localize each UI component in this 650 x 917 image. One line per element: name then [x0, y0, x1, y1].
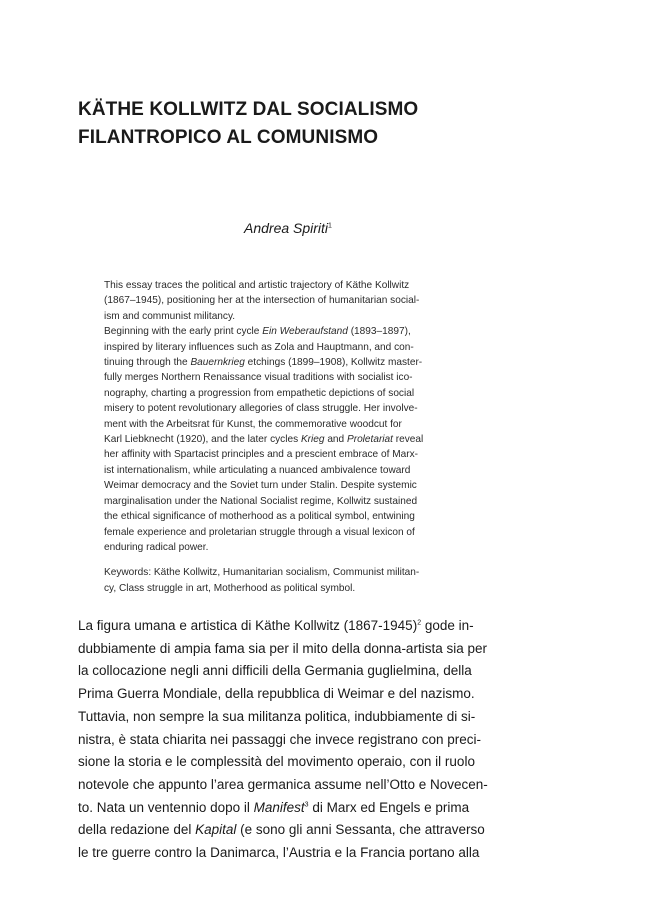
- footnote-marker[interactable]: 2: [417, 619, 422, 627]
- body-line: [78, 683, 598, 706]
- body-line: [78, 615, 598, 638]
- abstract-line: the ethical significance of motherhood as a political symbol, entwining: [104, 511, 415, 523]
- abstract-line: Weimar democracy and the Soviet turn under Stalin. Despite systemic: [104, 480, 417, 492]
- body-text-segment: della redazione del: [78, 822, 196, 838]
- abstract-italic-title: Proletariat: [346, 434, 393, 446]
- abstract-keywords-gap: [104, 555, 588, 565]
- abstract-line: enduring radical power.: [104, 541, 209, 553]
- abstract: [104, 278, 588, 596]
- abstract-italic-title: Ein Weberaufstand: [262, 326, 348, 338]
- body-text-segment: nistra, è stata chiarita nei passaggi che invece registrano con preci-: [78, 731, 481, 747]
- abstract-line: misery to potent revolutionary allegories of class struggle. Her involve-: [104, 403, 418, 415]
- body-italic-title: Kapital: [195, 822, 237, 838]
- title-line-2: FILANTROPICO AL COMUNISMO: [78, 127, 379, 148]
- body-line: [78, 751, 598, 774]
- author-name-text: Andrea Spiriti: [244, 220, 329, 236]
- abstract-line: marginalisation under the National Socialist regime, Kollwitz sustained: [104, 495, 418, 507]
- footnote-marker[interactable]: 3: [304, 801, 309, 809]
- body-text-segment: dubbiamente di ampia fama sia per il mito della donna-artista sia per: [78, 640, 487, 656]
- body-line: [78, 706, 598, 729]
- body-line: [78, 842, 598, 865]
- keywords-line: cy, Class struggle in art, Motherhood as political symbol.: [104, 582, 356, 594]
- body-line: [78, 729, 598, 752]
- abstract-line: her affinity with Spartacist principles and a prescient embrace of Marx-: [104, 449, 418, 461]
- body-text-segment: le tre guerre contro la Danimarca, l’Austria e la Francia portano alla: [78, 845, 480, 861]
- body-text-segment: La figura umana e artistica di Käthe Kollwitz (1867-1945): [78, 618, 418, 633]
- abstract-line: This essay traces the political and artistic trajectory of Käthe Kollwitz: [104, 280, 410, 291]
- abstract-line: ment with the Arbeitsrat für Kunst, the commemorative woodcut for: [104, 418, 402, 430]
- abstract-italic-title: Bauernkrieg: [190, 357, 245, 369]
- abstract-text: Beginning with the early print cycle: [104, 326, 263, 338]
- abstract-line: (1867–1945), positioning her at the intersection of humanitarian social-: [104, 295, 420, 307]
- abstract-line: ist internationalism, while articulating a nuanced ambivalence toward: [104, 464, 411, 476]
- abstract-text: and: [324, 434, 347, 446]
- abstract-text: tinuing through the: [104, 357, 191, 369]
- body-line: [78, 660, 598, 683]
- abstract-line: ism and communist militancy.: [104, 310, 236, 322]
- keywords-line: Keywords: Käthe Kollwitz, Humanitarian socialism, Communist militan-: [104, 567, 420, 579]
- body-italic-title: Manifest: [253, 799, 305, 815]
- body-text-segment: Prima Guerra Mondiale, della repubblica di Weimar e del nazismo.: [78, 686, 475, 702]
- body-text-segment: to. Nata un ventennio dopo il: [78, 799, 254, 815]
- abstract-line: [104, 355, 588, 370]
- body-text-segment: Tuttavia, non sempre la sua militanza politica, indubbiamente di si-: [78, 708, 476, 724]
- body-text-segment: gode in-: [421, 618, 474, 633]
- title-line-1: KÄTHE KOLLWITZ DAL SOCIALISMO: [78, 99, 419, 120]
- body-text-segment: notevole che appunto l’area germanica assume nell’Otto e Novecen-: [78, 776, 488, 792]
- abstract-text: reveal: [392, 434, 424, 446]
- body-text-segment: sione la storia e le complessità del movimento operaio, con il ruolo: [78, 754, 475, 770]
- abstract-italic-title: Krieg: [300, 434, 325, 446]
- abstract-text: etchings (1899–1908), Kollwitz master-: [244, 357, 423, 369]
- body-text: [78, 615, 598, 865]
- abstract-text: Karl Liebknecht (1920), and the later cycles: [104, 434, 301, 446]
- author-name: [244, 220, 332, 236]
- body-line: [78, 774, 598, 797]
- abstract-line: inspired by literary influences such as Zola and Hauptmann, and con-: [104, 341, 414, 353]
- body-line: [78, 638, 598, 661]
- article-title: [78, 96, 578, 152]
- body-line: [78, 797, 598, 820]
- abstract-line: nography, charting a progression from empathetic depictions of social: [104, 387, 415, 399]
- abstract-line: [104, 432, 588, 447]
- body-text-segment: (e sono gli anni Sessanta, che attraverso: [236, 822, 485, 838]
- abstract-line: female experience and proletarian struggle through a visual lexicon of: [104, 526, 415, 538]
- abstract-text: (1893–1897),: [347, 326, 411, 338]
- author-footnote-marker[interactable]: 1: [328, 222, 332, 230]
- body-text-segment: la collocazione negli anni difficili della Germania guglielmina, della: [78, 663, 472, 679]
- abstract-line: fully merges Northern Renaissance visual traditions with socialist ico-: [104, 372, 413, 384]
- body-line: [78, 819, 598, 842]
- abstract-line: [104, 324, 588, 339]
- body-text-segment: di Marx ed Engels e prima: [308, 799, 470, 815]
